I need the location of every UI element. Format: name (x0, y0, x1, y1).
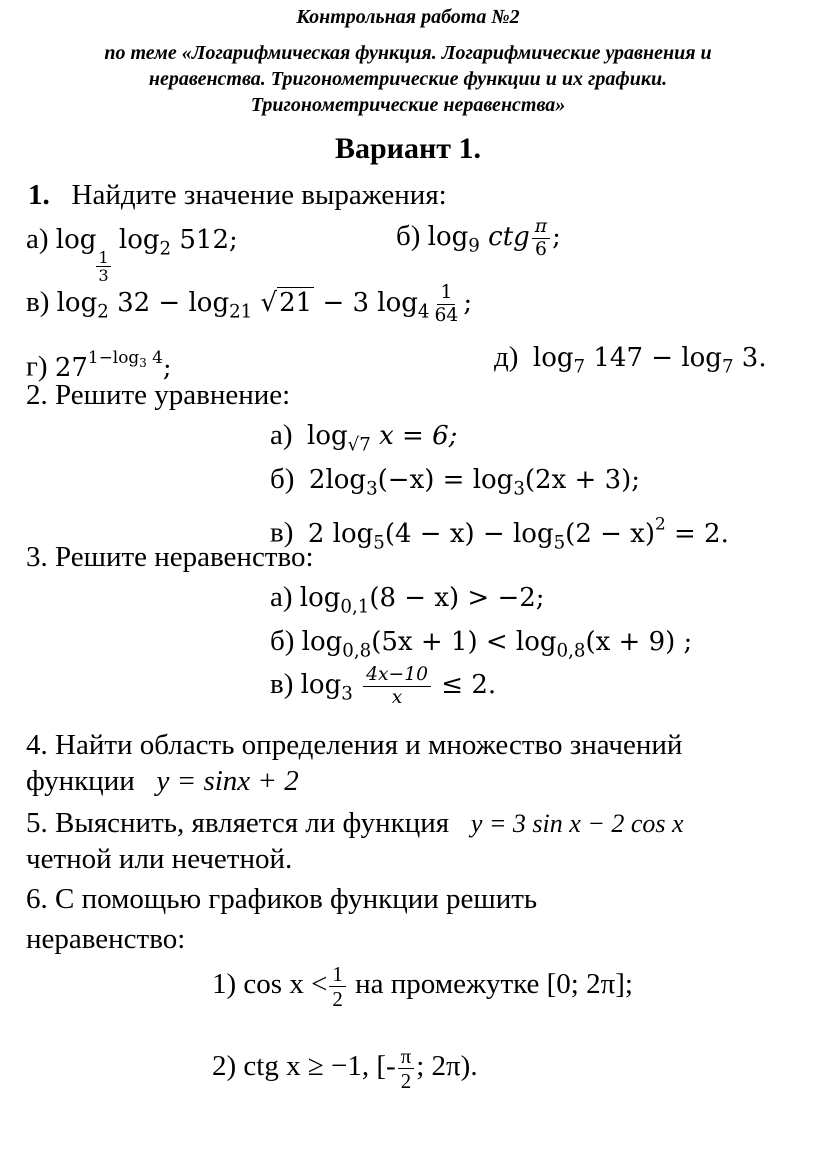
task5-formula: y = 3 sin x − 2 cos x (470, 809, 684, 838)
task1-item-a (26, 222, 238, 285)
task1-heading (28, 178, 447, 212)
topic-line-3: Тригонометрические неравенства» (250, 94, 566, 116)
task1-number: 1. (28, 179, 50, 211)
inequality-text: 1) cos x < (212, 968, 328, 1001)
item-label: д) (494, 341, 519, 373)
item-label: в) (26, 286, 50, 319)
interval-text: ; 2π). (416, 1050, 478, 1083)
item-label: а) (270, 419, 293, 451)
task2-item-v (270, 506, 729, 560)
document-title: Контрольная работа №2 (296, 6, 520, 28)
task3-item-a (270, 580, 545, 624)
task4-text: функции (26, 765, 135, 797)
formula: $27^{1-log_3 4}$; (54, 347, 172, 383)
task6-line1: 6. С помощью графиков функции решить (26, 883, 538, 915)
task1-item-b (396, 216, 561, 263)
formula: $\log_2 32 - \log_{21} √21 - 3$ $\log_4$ $\frac{1}{64}$ ; (56, 282, 473, 326)
formula: $2\log_3(-x) = \log_3(2x + 3)$; (308, 465, 641, 500)
log-base-fraction: $\frac{1}{3}$ (98, 247, 109, 286)
formula: log $\frac{1}{3}$ $\log_2 512$; (55, 225, 238, 286)
task4-formula: y = sinx + 2 (156, 765, 299, 797)
variant-heading: Вариант 1. (334, 132, 481, 165)
task6-item-1 (212, 962, 633, 1011)
item-label: г) (26, 350, 48, 383)
formula: $\log_{√7} x = 6$; (307, 421, 458, 456)
task6-line2: неравенство: (26, 923, 186, 955)
task2-item-b (270, 462, 640, 506)
inequality-text: 2) ctg x ≥ −1, [- (212, 1050, 396, 1083)
topic-line-1: по теме «Логарифмическая функция. Логарифмические уравнения и (104, 42, 712, 64)
item-label: а) (270, 581, 293, 613)
task4-line2 (26, 764, 299, 798)
formula: $\log_3$ $\frac{4x-10}{x}$ ≤ 2. (300, 664, 497, 708)
item-label: б) (396, 220, 421, 253)
task1-text: Найдите значение выражения: (71, 179, 447, 211)
formula: $\log_9$ ctg $\frac{\pi}{6}$ ; (427, 216, 561, 260)
item-label: а) (26, 223, 49, 255)
task5-line1 (26, 806, 684, 841)
task3-heading: 3. Решите неравенство: (26, 541, 314, 573)
fraction: $\frac{\pi}{6}$ (532, 216, 550, 260)
topic-line-2: неравенства. Тригонометрические функции и их графики. (148, 68, 668, 90)
task6-item-2 (212, 1044, 478, 1093)
formula: $\log_{0,1}(8 - x) > -2$; (299, 583, 545, 618)
task1-item-d (494, 340, 767, 384)
fraction: $\frac{4x-10}{x}$ (363, 664, 431, 708)
task3-item-b (270, 624, 692, 668)
task2-item-a (270, 418, 457, 462)
fraction: $\frac{\pi}{2}$ (398, 1044, 415, 1093)
interval-text: на промежутке [0; 2π]; (355, 968, 633, 1001)
task5-text: 5. Выяснить, является ли функция (26, 807, 450, 839)
exponent: 1−log3 4 (87, 347, 163, 371)
formula: $\log_7 147 - \log_7 3$. (532, 343, 767, 378)
item-label: б) (270, 625, 295, 657)
formula: $\log_{0,8}(5x + 1) < \log_{0,8}(x + 9)$ ; (301, 627, 693, 662)
task2-heading: 2. Решите уравнение: (26, 379, 291, 411)
task1-item-v (26, 282, 472, 329)
fraction: $\frac{1}{64}$ (434, 282, 459, 326)
task5-line2: четной или нечетной. (26, 843, 293, 875)
fraction: $\frac{1}{2}$ (329, 962, 345, 1011)
item-label: в) (270, 668, 294, 701)
formula: 2 $\log_5(4 - x) - \log_5(2 - x)^2 = 2$. (307, 513, 729, 554)
item-label: б) (270, 463, 295, 495)
item-label: в) (270, 516, 294, 549)
task3-item-v (270, 664, 496, 711)
task4-line1: 4. Найти область определения и множество значений (26, 729, 683, 761)
